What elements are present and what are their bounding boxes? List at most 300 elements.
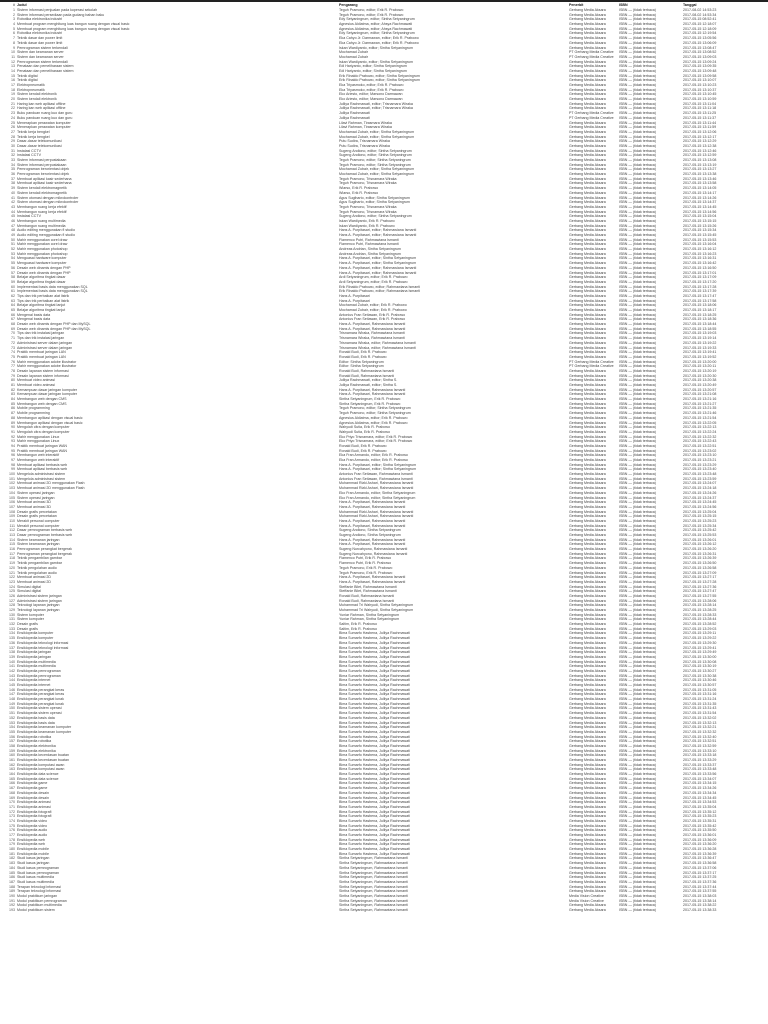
row-isbn: ISBN — (tidak terbaca) [619,214,656,219]
row-isbn: ISBN — (tidak terbaca) [619,68,656,73]
row-date: 2017-05-15 13:18:55 [683,326,717,331]
row-title: Belajar algoritma tingkat dasar [17,279,66,284]
row-isbn: ISBN — (tidak terbaca) [619,706,656,711]
row-authors: Hans A. Purpitasari, editor; Rahmawiana Ismanti [339,270,417,275]
row-publisher: Gerbang Media Aksara [569,392,606,397]
row-number: 35 [11,167,15,172]
row-publisher: Gerbang Media Aksara [569,683,606,687]
row-authors: Trisnamara Wiraka, editor; Rahmawiana Ismanti [339,345,416,350]
row-publisher: Gerbang Media Aksara [569,575,606,580]
row-isbn: ISBN — (tidak terbaca) [619,125,656,130]
row-authors: Agus Sugiharto, editor; Sintha Setyaningrum [339,195,410,200]
row-date: 2017-05-15 13:37:44 [683,884,717,889]
row-isbn: ISBN — (tidak terbaca) [619,542,656,547]
row-publisher: Gerbang Media Aksara [569,237,606,242]
row-publisher: Gerbang Media Aksara [569,725,606,730]
row-date: 2017-05-15 13:28:14 [683,603,717,608]
row-title: Ensiklopedia audio [17,828,48,833]
row-title: Mengolah citra dengan komputer [17,425,70,430]
row-publisher: Gerbang Media Aksara [569,523,606,528]
row-publisher: Gerbang Media Aksara [569,415,606,420]
row-title: Ensiklopedia komputer [17,636,54,641]
row-number: 32 [11,153,15,158]
row-title: Membuat program menghitung luas bangun ruang dengan visual basic [17,22,130,27]
row-title: Sistem dan keamanan server [17,50,64,55]
row-number: 141 [9,664,15,669]
row-number: 26 [11,125,15,130]
row-date: 2017-05-15 13:12:29 [683,139,717,144]
row-authors: Iskan Wardiyanto, Erik R. Prabowo [339,218,395,223]
row-publisher: PT Gerbang Media Creative [569,359,614,364]
row-authors: Erik Rinaldo Prabowo, editor; Rahmawiana Ismanti [339,289,421,294]
row-number: 87 [11,411,15,416]
row-authors: Hans A. Purpitasari, Rahmawiana Ismanti [339,542,406,547]
row-number: 135 [9,636,15,641]
row-publisher: Gerbang Media Aksara [569,40,606,45]
row-title: Membuat animasi 2D [17,579,51,584]
row-date: 2017-05-15 13:22:32 [683,434,717,439]
row-authors: Bima Sumarfo Hasbena, Julliya Rachmawati [339,818,410,823]
row-isbn: ISBN — (tidak terbaca) [619,54,656,59]
row-publisher: Gerbang Media Aksara [569,668,606,673]
row-publisher: Gerbang Media Aksara [569,584,606,589]
row-isbn: ISBN — (tidak terbaca) [619,879,656,884]
row-isbn: ISBN — (tidak terbaca) [619,668,656,673]
row-authors: Teguh Pramono, editor; Erik R. Prabowo [339,12,404,17]
row-number: 89 [11,420,15,425]
row-date: 2017-05-15 13:22:13 [683,425,717,430]
row-date: 2017-05-15 13:34:15 [683,781,717,786]
row-number: 53 [11,251,15,256]
row-authors: Muhammad Tri Wahyudi, Sintha Setyaningrum [339,608,414,612]
row-number: 150 [9,706,15,711]
row-number: 92 [11,434,15,439]
row-isbn: ISBN — (tidak terbaca) [619,837,656,842]
row-publisher: Gerbang Media Aksara [569,612,606,617]
row-date: 2017-05-15 13:20:57 [683,387,717,392]
row-authors: Bima Sumarfo Hasbena, Julliya Rachmawati [339,804,410,809]
row-authors: Bima Sumarfo Hasbena, Julliya Rachmawati [339,697,410,702]
row-number: 118 [9,556,15,561]
row-authors: Flamenco Putri, Erik R. Prabowo [339,561,392,566]
row-title: Elektropneumatik [17,87,45,92]
row-number: 171 [9,804,15,809]
row-title: Kemampuan dasar jaringan komputer [17,387,78,392]
row-authors: Hans A. Purpitasari [339,293,370,298]
row-title: Teknik pengolahan audio [17,570,57,575]
row-number: 25 [11,120,15,125]
row-title: Desain web dinamis dengan PHP dan MySQL [17,326,91,331]
row-number: 193 [9,908,15,912]
row-date: 2017-05-15 13:28:25 [683,608,717,612]
row-authors: Trisnamara Wiraka, editor; Rahmawiana Ismanti [339,340,416,345]
row-publisher: Gerbang Media Aksara [569,31,606,36]
row-isbn: ISBN — (tidak terbaca) [619,411,656,416]
row-authors: Hans A. Purpitasari, Rahmawiana Ismanti [339,537,406,542]
row-date: 2017-05-15 13:24:18 [683,486,717,491]
row-number: 90 [11,425,15,430]
row-date: 2017-05-15 13:12:59 [683,153,717,158]
row-isbn: ISBN — (tidak terbaca) [619,697,656,702]
row-title: Pemrograman perangkat bergerak [17,551,72,556]
row-authors: Sugeng Nurcahyono, Rahmawiana Ismanti [339,547,408,552]
row-isbn: ISBN — (tidak terbaca) [619,729,656,734]
row-title: Desain web dinamis dengan PHP [17,265,71,270]
row-date: 2017-05-15 13:10:23 [683,83,717,87]
row-publisher: Gerbang Media Aksara [569,36,606,41]
row-authors: Bima Sumarfo Hasbena, Julliya Rachmawati [339,748,410,753]
row-number: 15 [11,73,15,78]
row-authors: Iskan Wardiyanto, Erik R. Prabowo [339,223,395,228]
row-date: 2017-05-15 13:30:57 [683,683,717,687]
row-isbn: ISBN — (tidak terbaca) [619,818,656,823]
row-isbn: ISBN — (tidak terbaca) [619,340,656,345]
row-publisher: Gerbang Media Aksara [569,654,606,659]
row-publisher: Gerbang Media Aksara [569,303,606,308]
row-number: 159 [9,748,15,753]
row-authors: Bima Sumarfo Hasbena, Julliya Rachmawati [339,734,410,739]
row-date: 2017-05-15 13:18:44 [683,322,717,327]
row-isbn: ISBN — (tidak terbaca) [619,176,656,181]
row-isbn: ISBN — (tidak terbaca) [619,603,656,608]
row-number: 149 [9,701,15,706]
row-isbn: ISBN — (tidak terbaca) [619,331,656,336]
row-title: Membuat animasi 3D [17,504,51,509]
row-authors: Iskan Wardiyanto, editor; Sintha Setyaningrum [339,59,413,64]
row-number: 97 [11,458,15,462]
row-number: 189 [9,889,15,894]
row-isbn: ISBN — (tidak terbaca) [619,889,656,894]
row-date: 2017-05-15 13:16:50 [683,265,717,270]
row-isbn: ISBN — (tidak terbaca) [619,303,656,308]
row-publisher: Gerbang Media Aksara [569,847,606,852]
row-date: 2017-05-15 13:13:38 [683,172,717,177]
row-authors: Hans A. Purpitasari, Rahmawiana Ismanti [339,575,406,580]
row-authors: Sintha Setyaningrum, Rahmawiana Ismanti [339,856,408,861]
row-isbn: ISBN — (tidak terbaca) [619,312,656,317]
row-isbn: ISBN — (tidak terbaca) [619,270,656,275]
row-number: 57 [11,270,15,275]
row-authors: Bima Sumarfo Hasbena, Julliya Rachmawati [339,767,410,772]
row-isbn: ISBN — (tidak terbaca) [619,345,656,350]
row-title: Pemrograman perangkat bergerak [17,547,72,552]
row-publisher: Gerbang Media Aksara [569,509,606,514]
row-title: Ensiklopedia basis data [17,715,55,720]
row-isbn: ISBN — (tidak terbaca) [619,612,656,617]
row-isbn: ISBN — (tidak terbaca) [619,120,656,125]
row-title: Desain grafis percetakan [17,514,57,519]
row-authors: Julliya Rachmawati [339,115,370,120]
row-authors: Sintha Setyaningrum, Rahmawiana Ismanti [339,889,408,894]
row-authors: Ronald Budi, Erik R. Prabowo [339,448,387,453]
row-authors: Bima Sumarfo Hasbena, Julliya Rachmawati [339,851,410,856]
row-title: Buku panduan ruang kuo dan guru [17,115,73,120]
row-date: 2017-05-15 12:18:09 [683,26,717,31]
row-number: 39 [11,186,15,191]
row-title: Ensiklopedia perangkat lunak [17,697,64,702]
row-authors: Hans A. Purpitasari, editor; Sintha Setyaningrum [339,261,417,266]
row-isbn: ISBN — (tidak terbaca) [619,786,656,791]
row-number: 160 [9,753,15,758]
row-isbn: ISBN — (tidak terbaca) [619,622,656,627]
row-date: 2017-05-15 13:11:37 [683,115,717,120]
row-number: 9 [13,45,15,50]
row-number: 115 [9,542,15,547]
row-title: Dasar pemrograman berbasis web [17,528,73,533]
row-title: Mahir menggunakan Linux [17,434,60,439]
row-number: 109 [9,514,15,519]
row-number: 102 [9,481,15,486]
row-isbn: ISBN — (tidak terbaca) [619,654,656,659]
row-publisher: Gerbang Media Aksara [569,729,606,734]
row-number: 75 [11,354,15,359]
row-date: 2017-05-15 13:20:11 [683,364,717,369]
row-isbn: ISBN — (tidak terbaca) [619,195,656,200]
row-date: 2017-05-15 13:33:10 [683,748,717,753]
row-date: 2017-05-15 13:17:01 [683,270,717,275]
row-date: 2017-05-15 13:08:52 [683,50,717,55]
row-date: 2017-05-15 13:29:11 [683,631,717,636]
row-number: 1 [13,8,15,12]
row-isbn: ISBN — (tidak terbaca) [619,631,656,636]
row-authors: Bima Sumarfo Hasbena, Julliya Rachmawati [339,678,410,683]
row-isbn: ISBN — (tidak terbaca) [619,139,656,144]
row-title: Studi kasus jaringan [17,856,50,861]
row-date: 2017-05-15 13:32:59 [683,743,717,748]
row-publisher: Gerbang Media Aksara [569,45,606,50]
row-title: Membangun web interaktif [17,458,60,462]
row-title: Sistem otomasi dengan mikrokontroler [17,195,79,200]
row-authors: Bima Sumarfo Hasbena, Julliya Rachmawati [339,739,410,744]
row-date: 2017-05-15 13:15:26 [683,223,717,228]
row-authors: Sintha Setyaningrum, Rahmawiana Ismanti [339,898,408,903]
row-isbn: ISBN — (tidak terbaca) [619,26,656,31]
row-number: 56 [11,265,15,270]
row-number: 184 [9,865,15,870]
row-authors: Sugeng Andiono, Sintha Setyaningrum [339,533,401,537]
row-number: 2 [13,12,15,17]
row-publisher: Gerbang Media Aksara [569,458,606,462]
row-authors: Bima Sumarfo Hasbena, Julliya Rachmawati [339,673,410,678]
row-authors: Teguh Pramono, Trisnamara Wiraka [339,181,397,186]
row-title: Ensiklopedia data science [17,772,59,777]
row-authors: Bima Sumarfo Hasbena, Julliya Rachmawati [339,758,410,762]
row-title: Teknik pengolahan audio [17,565,57,570]
row-isbn: ISBN — (tidak terbaca) [619,570,656,575]
row-authors: Eko Ariesto, editor; Marsono Darmawan [339,97,403,102]
row-isbn: ISBN — (tidak terbaca) [619,36,656,41]
row-authors: Sintha Setyaningrum, Rahmawiana Ismanti [339,875,408,880]
row-date: 2017-05-15 13:11:18 [683,106,717,111]
row-number: 50 [11,237,15,242]
row-publisher: Gerbang Media Aksara [569,387,606,392]
row-date: 2017-05-15 13:30:38 [683,673,717,678]
row-authors: Bima Sumarfo Hasbena, Julliya Rachmawati [339,706,410,711]
row-date: 2017-05-15 13:38:22 [683,903,717,908]
row-title: Sistem informasi perpustakaan [17,158,67,162]
row-publisher: Gerbang Media Aksara [569,195,606,200]
row-number: 8 [13,40,15,45]
row-authors: Bima Sumarfo Hasbena, Julliya Rachmawati [339,640,410,645]
row-date: 2017-05-15 13:24:45 [683,500,717,505]
row-title: Mahir menggunakan corel draw [17,237,68,242]
row-date: 2017-05-15 13:12:17 [683,134,717,139]
row-authors: Agnesius Aldiatma, editor; Erik R. Prabowo [339,415,408,420]
row-publisher: Gerbang Media Aksara [569,167,606,172]
row-authors: Ronald Budi, Erik R. Prabowo [339,443,387,448]
row-date: 2017-05-15 13:37:25 [683,875,717,880]
row-authors: Bima Sumarfo Hasbena, Julliya Rachmawati [339,776,410,781]
row-isbn: ISBN — (tidak terbaca) [619,678,656,683]
row-isbn: ISBN — (tidak terbaca) [619,734,656,739]
row-authors: Sintha Setyaningrum, Rahmawiana Ismanti [339,903,408,908]
row-isbn: ISBN — (tidak terbaca) [619,233,656,237]
row-publisher: Gerbang Media Aksara [569,462,606,467]
row-authors: Sintha Setyaningrum, Erik R. Prabowo [339,397,401,402]
row-number: 105 [9,495,15,500]
row-authors: Ronald Budi, Erik R. Prabowo [339,350,387,355]
row-date: 2017-05-15 13:32:32 [683,729,717,734]
row-publisher: Gerbang Media Aksara [569,589,606,594]
row-authors: Antonius Fran Setiawan, Erik R. Prabowo [339,312,406,317]
row-title: Praktik membuat jaringan WAN [17,448,67,453]
row-isbn: ISBN — (tidak terbaca) [619,83,656,87]
row-number: 170 [9,800,15,805]
row-date: 2017-05-15 13:17:09 [683,275,717,280]
row-publisher: Gerbang Media Aksara [569,106,606,111]
row-isbn: ISBN — (tidak terbaca) [619,434,656,439]
row-publisher: Gerbang Media Aksara [569,645,606,650]
row-date: 2017-05-15 13:23:02 [683,448,717,453]
row-title: Mengelola administrasi sistem [17,476,66,481]
row-title: Sistem otomasi dengan mikrokontroler [17,200,79,205]
row-isbn: ISBN — (tidak terbaca) [619,387,656,392]
row-date: 2017-05-15 08:52:41 [683,17,717,22]
row-title: Membuat animasi 2D menggunakan Flash [17,486,85,491]
row-publisher: Gerbang Media Aksara [569,598,606,603]
row-isbn: ISBN — (tidak terbaca) [619,701,656,706]
row-authors: Erik Rinaldo Prabowo, editor; Rahmawiana Ismanti [339,284,421,289]
row-number: 37 [11,176,15,181]
row-date: 2017-05-15 13:21:27 [683,401,717,406]
row-number: 4 [13,22,15,27]
row-authors: Wahyudi Sutia, Erik R. Prabowo [339,429,390,434]
row-title: Membuat video animasi [17,383,55,387]
row-isbn: ISBN — (tidak terbaca) [619,429,656,434]
row-publisher: Gerbang Media Aksara [569,59,606,64]
row-authors: Sugeng Nurcahyono, Rahmawiana Ismanti [339,551,408,556]
row-authors: Wiarso, Erik R. Prabowo [339,190,379,195]
row-date: 2017-05-15 13:24:56 [683,504,717,509]
row-isbn: ISBN — (tidak terbaca) [619,172,656,177]
row-isbn: ISBN — (tidak terbaca) [619,748,656,753]
row-date: 2017-05-15 13:20:38 [683,378,717,383]
row-date: 2017-05-15 13:37:06 [683,865,717,870]
row-number: 106 [9,500,15,505]
row-publisher: Gerbang Media Aksara [569,453,606,458]
row-isbn: ISBN — (tidak terbaca) [619,218,656,223]
row-number: 186 [9,875,15,880]
row-publisher: Gerbang Media Aksara [569,12,606,17]
row-date: 2017-05-15 13:29:30 [683,640,717,645]
row-date: 2017-05-15 13:38:14 [683,898,717,903]
row-authors: Edy Setyaningrum, editor; Sintha Setyaningrum [339,31,415,36]
row-publisher: Gerbang Media Aksara [569,472,606,477]
row-authors: Teguh Pramono, editor; Sintha Setyaningrum [339,158,411,162]
row-date: 2017-05-15 13:34:45 [683,795,717,800]
row-isbn: ISBN — (tidak terbaca) [619,186,656,191]
row-authors: Sugeng Andiono, editor; Sintha Setyaningrum [339,148,412,153]
row-title: Pemrograman berorientasi objek [17,172,70,177]
row-isbn: ISBN — (tidak terbaca) [619,364,656,369]
row-date: 2017-05-15 13:34:53 [683,800,717,805]
row-date: 2017-05-15 13:09:03 [683,54,717,59]
row-number: 147 [9,692,15,697]
row-isbn: ISBN — (tidak terbaca) [619,439,656,444]
row-authors: Sugeng Andiono, editor; Sintha Setyaningrum [339,153,412,158]
row-title: Ensiklopedia web [17,837,45,842]
row-authors: Bima Sumarfo Hasbena, Julliya Rachmawati [339,753,410,758]
row-date: 2017-05-15 13:11:59 [683,125,717,130]
row-publisher: Gerbang Media Aksara [569,514,606,519]
row-publisher: Gerbang Media Aksara [569,322,606,327]
row-isbn: ISBN — (tidak terbaca) [619,162,656,167]
row-title: Audio editing menggunakan fl studio [17,228,75,233]
row-authors: Bima Sumarfo Hasbena, Julliya Rachmawati [339,833,410,837]
row-date: 2017-05-15 13:19:52 [683,354,717,359]
row-date: 2017-05-15 13:28:06 [683,598,717,603]
row-publisher: Gerbang Media Aksara [569,537,606,542]
row-number: 51 [11,242,15,247]
row-isbn: ISBN — (tidak terbaca) [619,908,656,912]
row-publisher: Gerbang Media Aksara [569,368,606,373]
row-date: 2017-05-15 13:37:36 [683,879,717,884]
row-date: 2017-05-15 13:23:10 [683,453,717,458]
row-publisher: Gerbang Media Aksara [569,64,606,69]
row-authors: Bima Sumarfo Hasbena, Julliya Rachmawati [339,781,410,786]
row-number: 62 [11,293,15,298]
row-isbn: ISBN — (tidak terbaca) [619,884,656,889]
row-number: 11 [11,54,15,59]
row-date: 2017-05-15 13:14:45 [683,204,717,209]
row-date: 2017-05-15 13:35:04 [683,804,717,809]
row-authors: Antonius Fran Setiawan, Rahmawiana Ismanti [339,472,413,477]
row-isbn: ISBN — (tidak terbaca) [619,237,656,242]
row-date: 2017-05-15 13:14:17 [683,190,717,195]
row-publisher: Gerbang Media Aksara [569,22,606,27]
row-authors: Eko Fran Armando, editor; Sintha Setyaningrum [339,490,416,495]
row-date: 2017-05-15 13:36:01 [683,833,717,837]
row-title: Membangun aplikasi dengan visual basic [17,420,83,425]
row-number: 66 [11,312,15,317]
row-date: 2017-05-15 13:26:01 [683,537,717,542]
row-publisher: Gerbang Media Aksara [569,687,606,692]
row-authors: Muhammad Tri Wahyudi, Sintha Setyaningrum [339,603,414,608]
row-number: 29 [11,139,15,144]
row-isbn: ISBN — (tidak terbaca) [619,251,656,256]
row-date: 2017-05-15 13:27:28 [683,579,717,584]
row-isbn: ISBN — (tidak terbaca) [619,664,656,669]
row-number: 17 [11,83,15,87]
row-publisher: Gerbang Media Aksara [569,865,606,870]
row-authors: Teguh Pramono, Trisnamara Wiraka [339,209,397,214]
row-publisher: Gerbang Media Aksara [569,265,606,270]
row-title: Ensiklopedia data science [17,776,59,781]
row-isbn: ISBN — (tidak terbaca) [619,833,656,837]
row-publisher: Gerbang Media Aksara [569,214,606,219]
row-authors: Bima Sumarfo Hasbena, Julliya Rachmawati [339,692,410,697]
row-title: Ensiklopedia perangkat keras [17,692,65,697]
